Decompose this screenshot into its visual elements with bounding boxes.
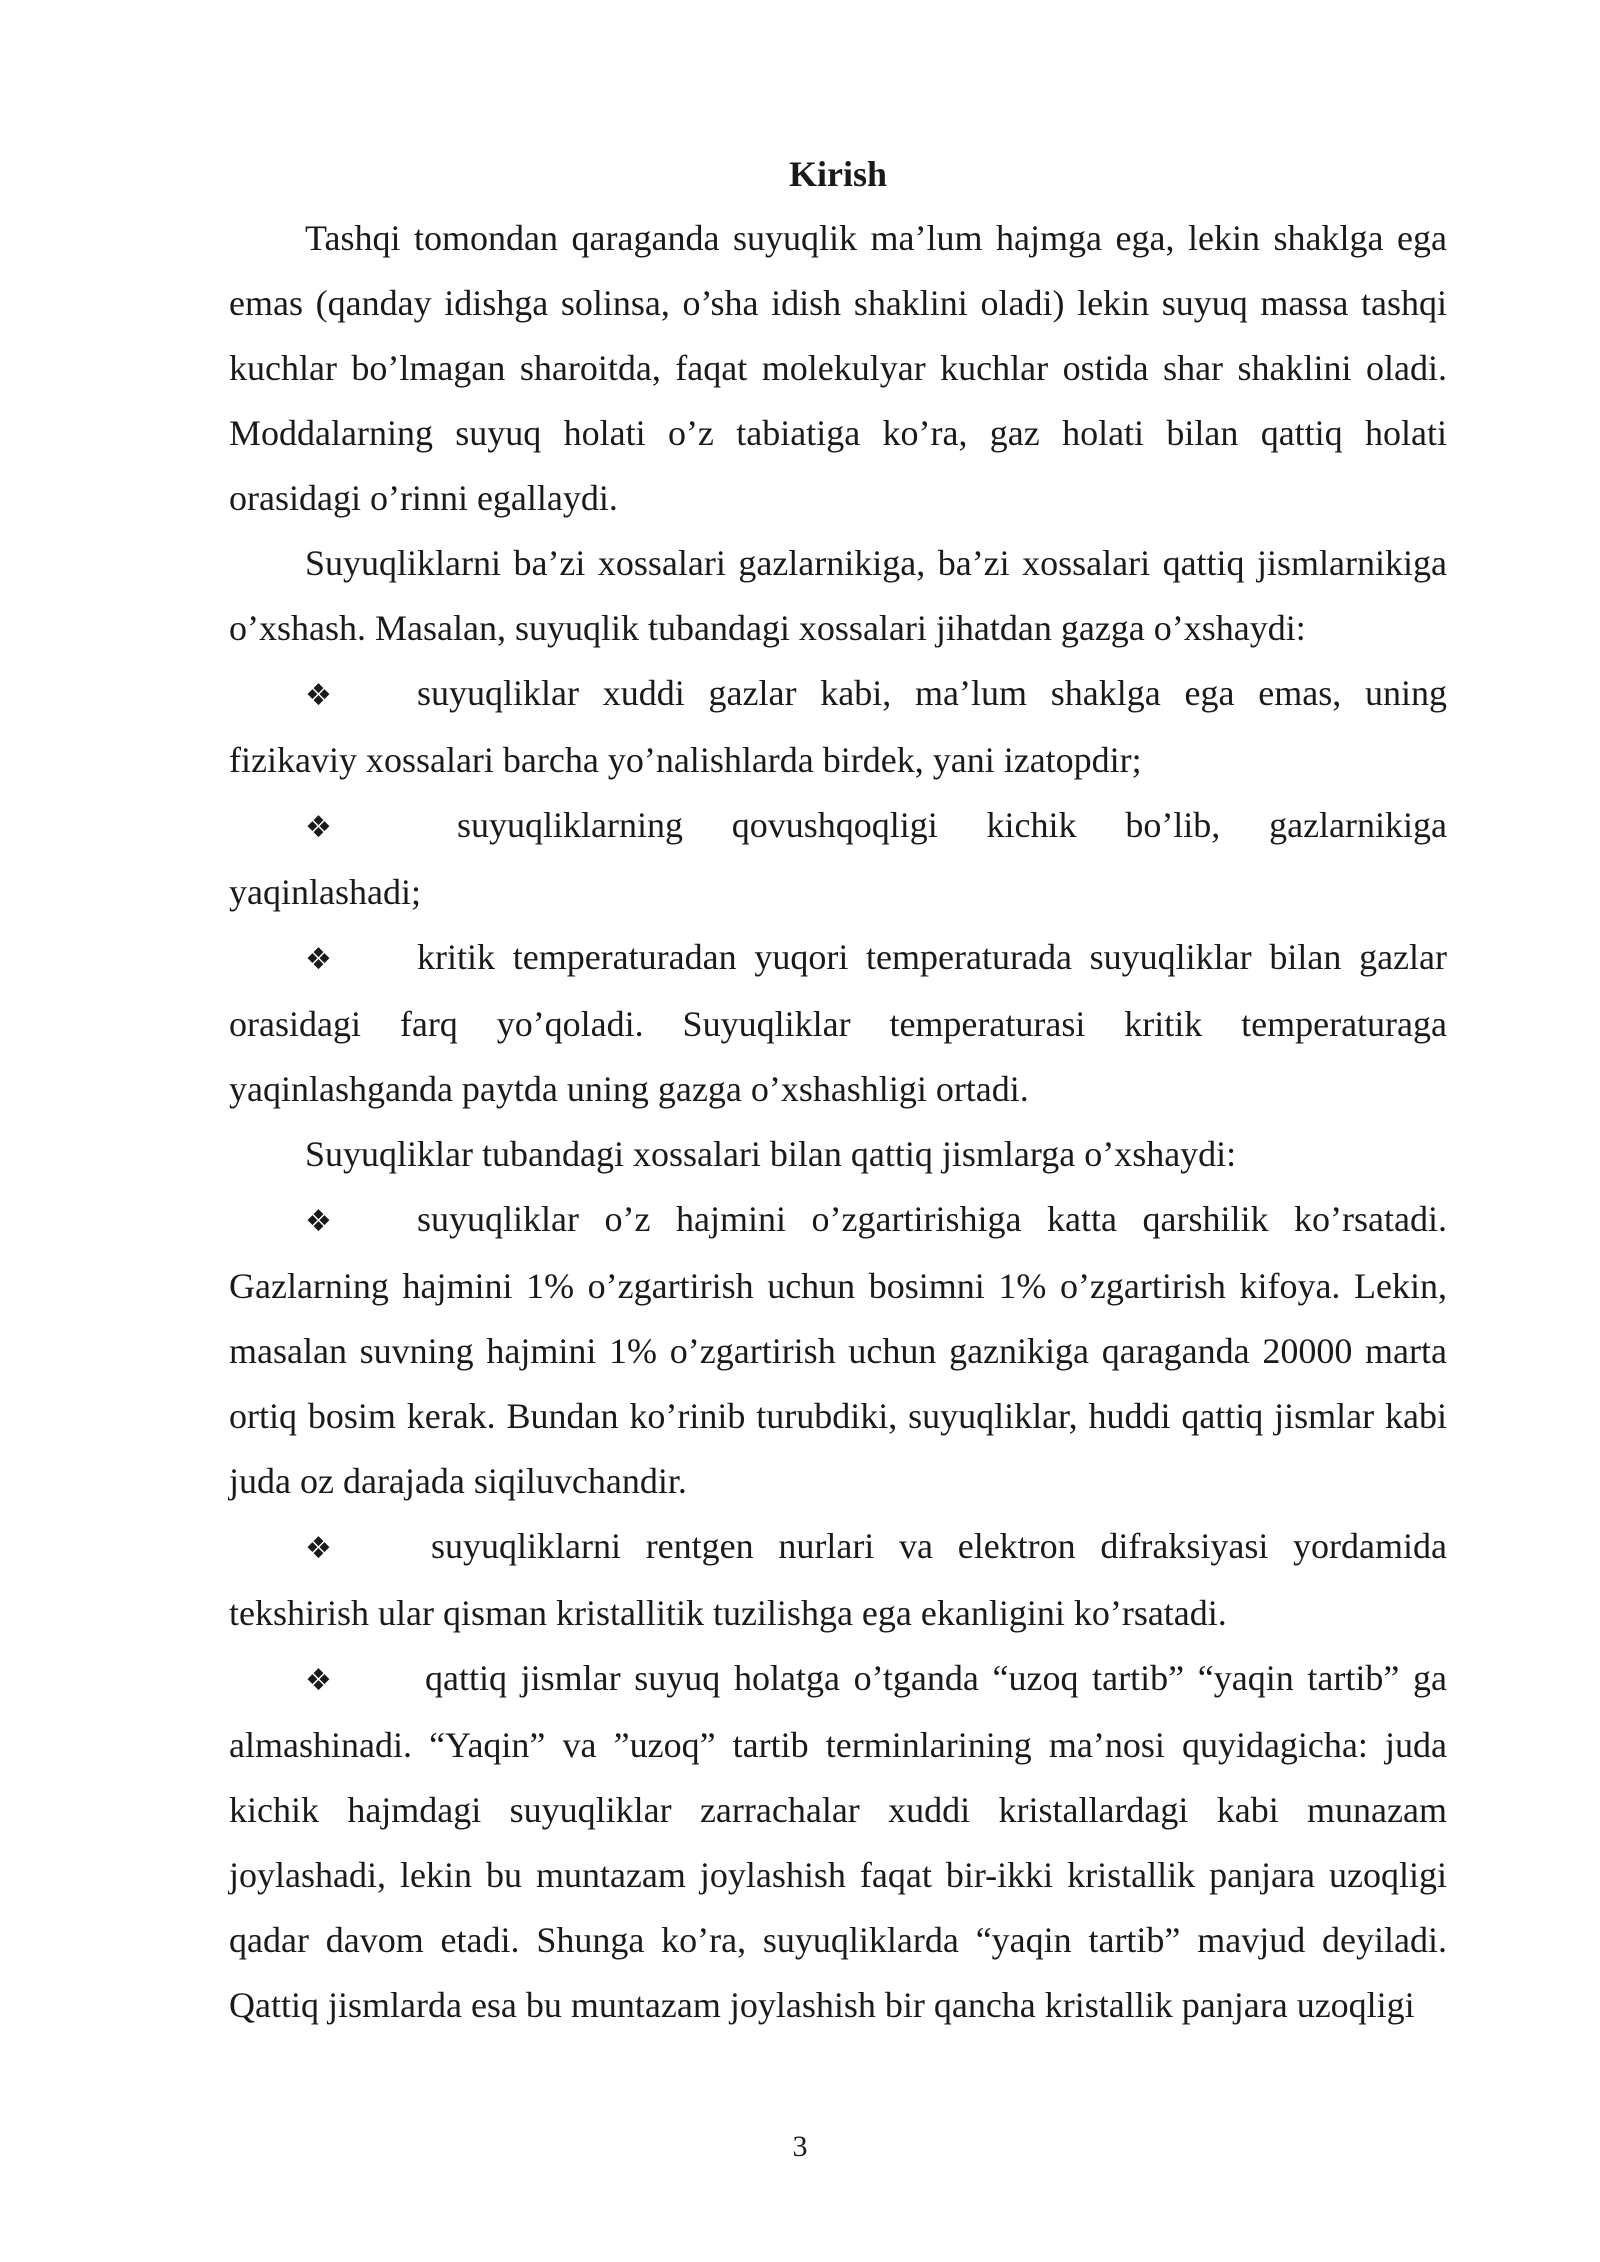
list-item (229, 1514, 1447, 1646)
list-item (229, 1187, 1447, 1514)
list-item-text: suyuqliklar o’z hajmini o’zgartirishiga katta qarshilik ko’rsatadi. Gazlarning hajmini 1% o’zgartirish uchun bosimni 1% o’zgartirish kifoya. Lekin, masalan suvning hajmini 1% o’zgartirish uchun gaznikiga qaraganda 20000 marta ortiq bosim kerak. Bundan ko’rinib turubdiki, suyuqliklar, huddi qattiq jismlar kabi juda oz darajada siqiluvchandir. (229, 1199, 1447, 1501)
page-title: Kirish (788, 154, 887, 194)
list-item (229, 925, 1447, 1122)
list-item-text: qattiq jismlar suyuq holatga o’tganda “uzoq tartib” “yaqin tartib” ga almashinadi. “Yaqin” va ”uzoq” tartib terminlarining ma’nosi quyidagicha: juda kichik hajmdagi suyuqliklar zarrachalar xuddi kristallardagi kabi munazam joylashadi, lekin bu muntazam joylashish faqat bir-ikki kristallik panjara uzoqligi qadar davom etadi. Shunga ko’ra, suyuqliklarda “yaqin tartib” mavjud deyiladi. Qattiq jismlarda esa bu muntazam joylashish bir qancha kristallik panjara uzoqligi (229, 1658, 1447, 2025)
list-item-text: kritik temperaturadan yuqori temperaturada suyuqliklar bilan gazlar orasidagi farq yo’qoladi. Suyuqliklar temperaturasi kritik temperaturaga yaqinlashganda paytda uning gazga o’xshashligi ortadi. (229, 937, 1447, 1109)
diamond-bullet-icon: ❖ (305, 1204, 332, 1239)
diamond-bullet-icon: ❖ (305, 1663, 332, 1698)
paragraph-intro: Tashqi tomondan qaraganda suyuqlik ma’lum hajmga ega, lekin shaklga ega emas (qanday idishga solinsa, o’sha idish shaklini oladi) lekin suyuq massa tashqi kuchlar bo’lmagan sharoitda, faqat molekulyar kuchlar ostida shar shaklini oladi. Moddalarning suyuq holati o’z tabiatiga ko’ra, gaz holati bilan qattiq holati orasidagi o’rinni egallaydi. (229, 218, 1447, 518)
paragraph-comparison: Suyuqliklarni ba’zi xossalari gazlarnikiga, ba’zi xossalari qattiq jismlarnikiga o’xshash. Masalan, suyuqlik tubandagi xossalari jihatdan gazga o’xshaydi: (229, 543, 1447, 648)
list-item (229, 1646, 1447, 2038)
diamond-bullet-icon: ❖ (305, 810, 332, 845)
diamond-bullet-icon: ❖ (305, 942, 332, 977)
list-item (229, 661, 1447, 793)
list-item (229, 793, 1447, 925)
page-number: 3 (792, 2130, 808, 2163)
list-item-text: suyuqliklarni rentgen nurlari va elektron difraksiyasi yordamida tekshirish ular qisman kristallitik tuzilishga ega ekanligini ko’rsatadi. (229, 1526, 1447, 1633)
list-item-text: suyuqliklar xuddi gazlar kabi, ma’lum shaklga ega emas, uning fizikaviy xossalari barcha yo’nalishlarda birdek, yani izatopdir; (229, 673, 1447, 780)
list-item-text: suyuqliklarning qovushqoqligi kichik bo’lib, gazlarnikiga yaqinlashadi; (229, 805, 1447, 912)
page-body (229, 144, 1447, 2038)
diamond-bullet-icon: ❖ (305, 678, 332, 713)
paragraph-solid-similarity: Suyuqliklar tubandagi xossalari bilan qattiq jismlarga o’xshaydi: (305, 1134, 1237, 1174)
diamond-bullet-icon: ❖ (305, 1531, 332, 1566)
